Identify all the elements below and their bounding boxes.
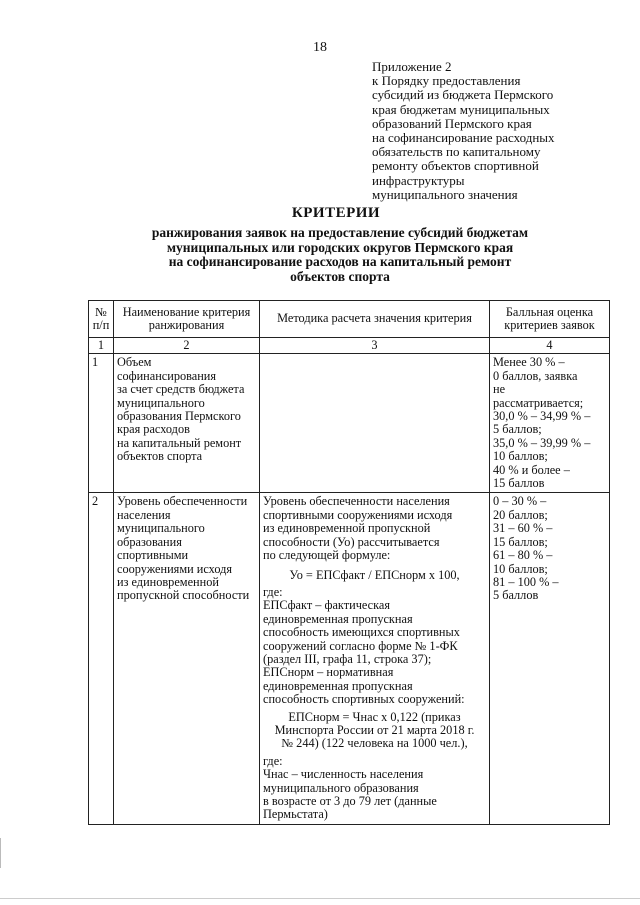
method-cell [260,354,490,493]
criterion-name-line: за счет средств бюджета [117,382,245,397]
score-cell [490,354,610,493]
header-num [89,301,114,338]
appendix-line: субсидий из бюджета Пермского [372,87,554,103]
method-line: муниципального образования [263,780,419,795]
row-num: 1 [89,354,114,493]
table-row [89,354,610,493]
column-number: 2 [114,338,260,354]
column-number: 1 [89,338,114,354]
score-line: 0 – 30 % – [493,494,547,509]
method-line: ЕПСнорм – нормативная [263,665,394,680]
score-cell [490,493,610,824]
criterion-name-line: населения [117,507,171,522]
appendix-line: ремонту объектов спортивной [372,158,539,174]
criterion-name-line: Объем [117,355,152,370]
column-number: 3 [260,338,490,354]
page-number: 18 [313,40,327,55]
table-header-row [89,301,610,338]
criterion-name-line: образования [117,534,182,549]
scan-edge-line [0,838,1,868]
criteria-table [88,300,610,825]
method-line: из единовременной пропускной [263,521,431,536]
criterion-name-line: сооружениями исходя [117,561,233,576]
method-line: где: [263,584,283,599]
scan-bottom-line [0,898,640,899]
score-line: 5 баллов [493,588,539,603]
header-method [260,301,490,338]
appendix-line: муниципального значения [372,186,518,202]
method-line: (раздел III, графа 11, строка 37); [263,651,432,666]
method-line: способность имеющихся спортивных [263,625,460,640]
appendix-line: края бюджетам муниципальных [372,101,550,117]
column-number-row [89,338,610,354]
criterion-name-line: края расходов [117,422,190,437]
table-row [89,493,610,824]
criterion-name-line: на капитальный ремонт [117,435,242,450]
score-line: Менее 30 % – [493,355,565,370]
score-line: 35,0 % – 39,99 % – [493,435,591,450]
header-text: № [95,304,107,319]
method-line: где: [263,753,283,768]
criterion-name-line: Уровень обеспеченности [117,494,248,509]
header-text: критериев заявок [504,318,595,332]
header-score [490,301,610,338]
formula-epsnorm: Минспорта России от 21 марта 2018 г. [274,722,475,737]
method-line: по следующей формуле: [263,548,391,563]
header-text: п/п [92,318,110,332]
score-line: 20 баллов; [493,507,548,522]
method-line: способности (Уо) рассчитывается [263,534,440,549]
appendix-line: Приложение 2 [372,59,452,74]
score-line: 30,0 % – 34,99 % – [493,409,591,424]
formula-epsnorm: № 244) (122 человека на 1000 чел.), [281,736,468,751]
header-criterion-name [114,301,260,338]
subtitle-line: на софинансирование расходов на капитальный ремонт [168,254,512,269]
criterion-name-line: муниципального [117,521,205,536]
method-cell [260,493,490,824]
header-text: Методика расчета значения критерия [277,311,472,326]
criterion-name-line: спортивными [117,548,189,563]
method-line: спортивными сооружениями исходя [263,507,453,522]
method-line: Пермьстата) [263,807,328,822]
criterion-name-line: образования Пермского [117,409,241,424]
column-number: 4 [490,338,610,354]
appendix-line: к Порядку предоставления [372,73,521,89]
score-line: не [493,382,506,397]
appendix-line: обязательств по капитальному [372,144,541,160]
subtitle-line: ранжирования заявок на предоставление субсидий бюджетам [151,225,529,240]
score-line: 10 баллов; [493,561,548,576]
score-line: 61 – 80 % – [493,548,553,563]
appendix-line: образований Пермского края [372,115,532,131]
appendix-header [372,60,622,202]
method-line: сооружений согласно форме № 1-ФК [263,638,458,653]
formula-uo: Уо = ЕПСфакт / ЕПСнорм х 100, [289,567,460,582]
criterion-name-line: муниципального [117,395,205,410]
method-line: ЕПСфакт – фактическая [263,598,391,613]
method-line: в возрасте от 3 до 79 лет (данные [263,794,437,808]
criterion-name-line: софинансирования [117,368,217,383]
score-line: 10 баллов; [493,449,548,464]
appendix-line: на софинансирование расходных [372,130,555,146]
document-subtitle [80,226,600,284]
method-line: способность спортивных сооружений: [263,692,465,707]
subtitle-line: объектов спорта [290,268,390,284]
criterion-name-line: объектов спорта [117,449,203,464]
document-title: КРИТЕРИИ [291,205,381,221]
header-text: ранжирования [148,318,225,332]
score-line: 5 баллов; [493,422,542,437]
method-line: единовременная пропускная [263,611,413,626]
score-line: 40 % и более – [493,462,570,477]
criterion-name-line: пропускной способности [117,588,250,603]
header-text: Наименование критерия [122,304,251,319]
criterion-name-line: из единовременной [117,574,219,589]
score-line: 81 – 100 % – [493,574,559,589]
header-text: Балльная оценка [505,304,594,319]
criterion-name [114,354,260,493]
criterion-name [114,493,260,824]
subtitle-line: муниципальных или городских округов Пермского края [166,239,514,255]
score-line: 0 баллов, заявка [493,368,578,383]
score-line: 15 баллов [493,476,545,491]
score-line: 15 баллов; [493,534,548,549]
method-line: Уровень обеспеченности населения [263,494,450,509]
formula-epsnorm: ЕПСнорм = Чнас х 0,122 (приказ [288,709,461,724]
method-line: единовременная пропускная [263,678,413,693]
score-line: рассматривается; [493,395,584,410]
method-line: Чнас – численность населения [263,767,424,782]
appendix-line: инфраструктуры [372,172,465,188]
score-line: 31 – 60 % – [493,521,553,536]
row-num: 2 [89,493,114,824]
